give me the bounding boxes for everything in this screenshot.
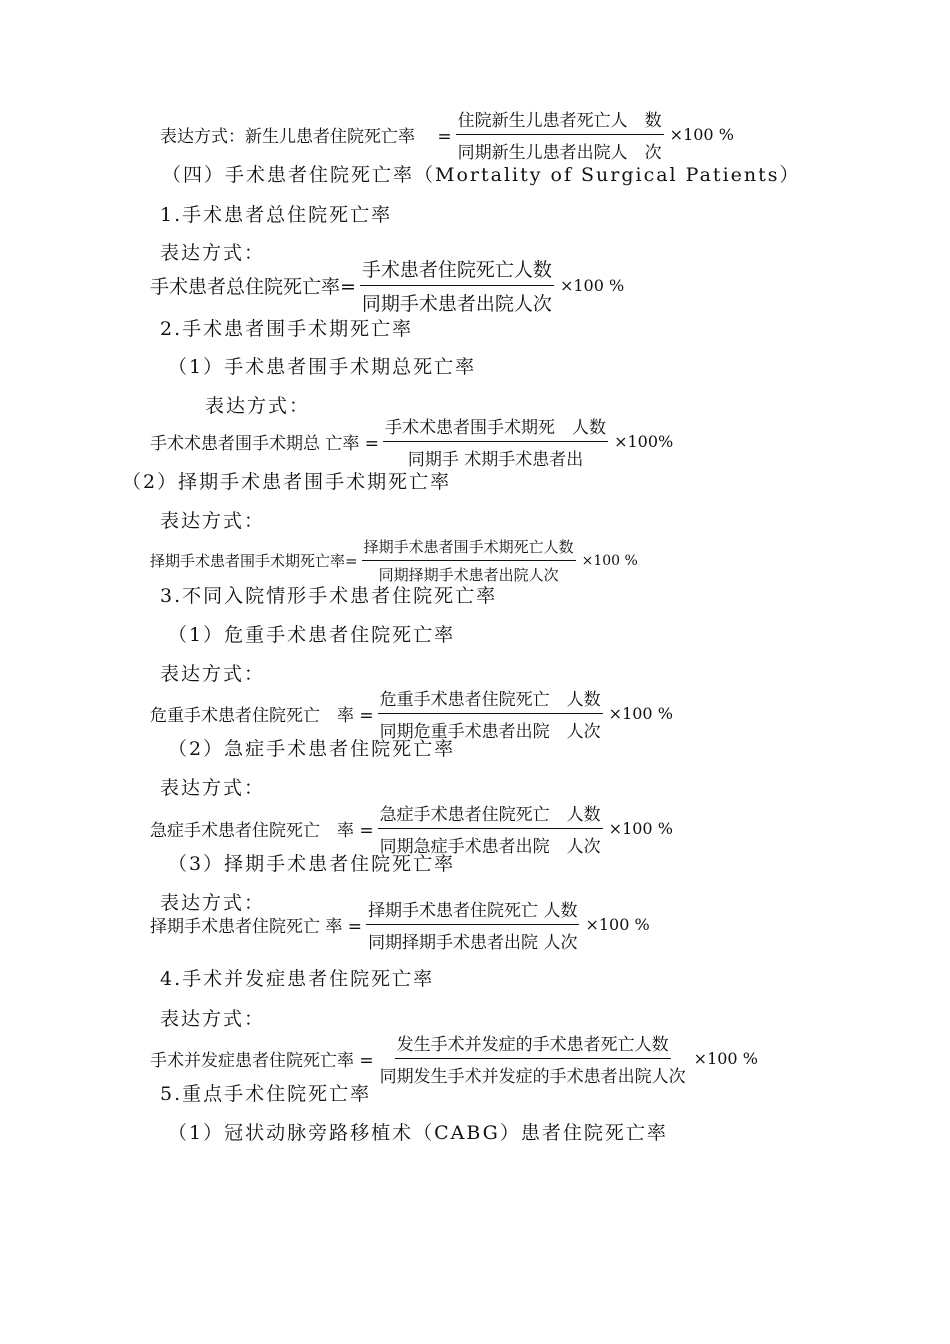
formula-numerator: 危重手术患者住院死亡 人数	[378, 685, 603, 714]
heading-elective-perioperative-mortality: （2）择期手术患者围手术期死亡率	[122, 471, 452, 493]
formula-numerator: 急症手术患者住院死亡 人数	[378, 800, 603, 829]
formula-denominator: 同期择期手术患者出院人次	[378, 566, 559, 584]
formula-lhs: 危重手术患者住院死亡 率 =	[150, 706, 374, 726]
expression-label: 表达方式：	[160, 892, 266, 914]
formula-numerator: 手术术患者围手术期死 人数	[383, 413, 608, 442]
formula-numerator: 发生手术并发症的手术患者死亡人数	[395, 1030, 671, 1059]
expression-label: 表达方式：	[160, 777, 266, 799]
formula-elective-surgical-mortality	[150, 896, 650, 953]
formula-lhs: 手术患者总住院死亡率=	[150, 276, 356, 298]
formula-multiplier: ×100 %	[608, 819, 673, 838]
formula-lhs: 手术术患者围手术期总 亡率 =	[150, 434, 380, 454]
heading-perioperative-total-mortality: （1）手术患者围手术期总死亡率	[168, 356, 477, 378]
formula-numerator: 择期手术患者围手术期死亡人数	[362, 536, 576, 561]
formula-perioperative-total-mortality	[150, 413, 673, 470]
formula-multiplier: ×100 %	[608, 704, 673, 723]
formula-numerator: 择期手术患者住院死亡 人数	[366, 896, 579, 925]
formula-fraction	[456, 106, 664, 163]
formula-numerator: 住院新生儿患者死亡人 数	[456, 106, 664, 135]
formula-multiplier: ×100 %	[669, 125, 734, 144]
formula-multiplier: ×100%	[614, 432, 674, 451]
formula-lhs: 表达方式：新生儿患者住院死亡率 =	[160, 127, 452, 147]
formula-total-surgical-mortality	[150, 255, 624, 316]
heading-elective-surgical-mortality: （3）择期手术患者住院死亡率	[168, 853, 456, 875]
heading-admission-situation-mortality: 3.不同入院情形手术患者住院死亡率	[160, 585, 498, 607]
formula-lhs: 手术并发症患者住院死亡率 =	[150, 1051, 374, 1071]
heading-cabg-mortality: （1）冠状动脉旁路移植术（CABG）患者住院死亡率	[168, 1122, 668, 1144]
expression-label: 表达方式：	[205, 395, 311, 417]
formula-denominator: 同期择期手术患者出院 人次	[368, 933, 578, 953]
formula-denominator: 同期新生儿患者出院人 次	[457, 143, 662, 163]
formula-fraction	[366, 896, 579, 953]
formula-fraction	[378, 1030, 688, 1087]
formula-denominator: 同期手术患者出院人次	[361, 293, 552, 315]
section-heading-surgical-mortality: （四）手术患者住院死亡率（Mortality of Surgical Patients）	[162, 164, 801, 186]
formula-denominator: 同期危重手术患者出院 人次	[379, 722, 601, 742]
heading-emergency-surgical-mortality: （2）急症手术患者住院死亡率	[168, 738, 456, 760]
formula-lhs: 择期手术患者住院死亡 率 =	[150, 917, 363, 937]
formula-fraction	[362, 536, 576, 585]
formula-multiplier: ×100 %	[693, 1049, 758, 1068]
formula-multiplier: ×100 %	[581, 552, 638, 569]
formula-denominator: 同期发生手术并发症的手术患者出院人次	[379, 1067, 686, 1087]
heading-key-surgery-mortality: 5.重点手术住院死亡率	[160, 1083, 372, 1105]
heading-total-surgical-mortality: 1.手术患者总住院死亡率	[160, 204, 393, 226]
expression-label: 表达方式：	[160, 242, 266, 264]
formula-denominator: 同期手 术期手术患者出	[407, 450, 584, 470]
formula-multiplier: ×100 %	[559, 276, 625, 295]
heading-complication-mortality: 4.手术并发症患者住院死亡率	[160, 968, 435, 990]
formula-fraction	[360, 255, 554, 316]
formula-denominator: 同期急症手术患者出院 人次	[379, 837, 601, 857]
formula-lhs: 急症手术患者住院死亡 率 =	[150, 821, 374, 841]
formula-numerator: 手术患者住院死亡人数	[360, 255, 554, 286]
formula-multiplier: ×100 %	[585, 915, 650, 934]
expression-label: 表达方式：	[160, 1008, 266, 1030]
heading-perioperative-mortality: 2.手术患者围手术期死亡率	[160, 318, 414, 340]
formula-lhs: 择期手术患者围手术期死亡率=	[150, 552, 358, 570]
expression-label: 表达方式：	[160, 510, 266, 532]
formula-newborn-mortality	[160, 106, 734, 163]
heading-critical-surgical-mortality: （1）危重手术患者住院死亡率	[168, 624, 456, 646]
formula-elective-perioperative-mortality	[150, 536, 638, 585]
formula-fraction	[383, 413, 608, 470]
expression-label: 表达方式：	[160, 663, 266, 685]
